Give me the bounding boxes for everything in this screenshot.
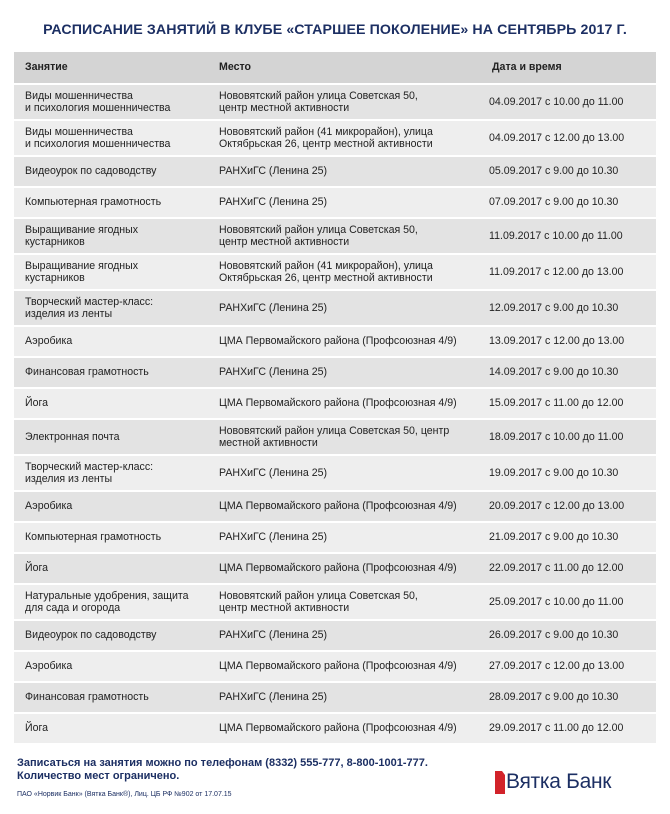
activity-cell: Финансовая грамотность <box>25 366 149 379</box>
activity-cell: Натуральные удобрения, защита для сада и огорода <box>25 589 189 614</box>
datetime-cell: 04.09.2017 с 12.00 до 13.00 <box>489 131 625 144</box>
datetime-cell: 14.09.2017 с 9.00 до 10.30 <box>489 366 619 379</box>
place-cell: Нововятский район улица Советская 50, центр местной активности <box>219 589 418 614</box>
place-cell: РАНХиГС (Ленина 25) <box>219 366 328 379</box>
table-row <box>14 554 656 585</box>
table-row <box>14 523 656 554</box>
place-cell: ЦМА Первомайского района (Профсоюзная 4/9) <box>219 722 457 735</box>
datetime-cell: 07.09.2017 с 9.00 до 10.30 <box>489 196 619 209</box>
table-row <box>14 714 656 745</box>
activity-cell: Выращивание ягодных кустарников <box>25 223 139 248</box>
datetime-cell: 22.09.2017 с 11.00 до 12.00 <box>489 562 624 575</box>
activity-cell: Виды мошенничества и психология мошенничества <box>25 125 171 150</box>
activity-cell: Творческий мастер-класс: изделия из ленты <box>25 460 154 485</box>
activity-cell: Аэробика <box>25 335 73 348</box>
table-row <box>14 456 656 492</box>
signup-note: Записаться на занятия можно по телефонам (8332) 555-777, 8-800-1001-777. Количество мест ограничено. <box>17 757 428 782</box>
place-cell: РАНХиГС (Ленина 25) <box>219 196 328 209</box>
table-row <box>14 255 656 291</box>
datetime-cell: 26.09.2017 с 9.00 до 10.30 <box>489 629 619 642</box>
place-cell: ЦМА Первомайского района (Профсоюзная 4/9) <box>219 397 457 410</box>
table-row <box>14 188 656 219</box>
table-row <box>14 291 656 327</box>
table-row <box>14 85 656 121</box>
datetime-cell: 12.09.2017 с 9.00 до 10.30 <box>489 301 619 314</box>
datetime-cell: 19.09.2017 с 9.00 до 10.30 <box>489 466 619 479</box>
activity-cell: Видеоурок по садоводству <box>25 629 157 642</box>
table-row <box>14 585 656 621</box>
datetime-cell: 11.09.2017 с 10.00 до 11.00 <box>489 229 623 242</box>
bank-logo-text: Вятка Банк <box>506 770 612 793</box>
place-cell: Нововятский район улица Советская 50, центр местной активности <box>219 89 418 114</box>
activity-cell: Йога <box>25 722 49 735</box>
bank-logo <box>495 770 611 794</box>
table-row <box>14 621 656 652</box>
activity-cell: Финансовая грамотность <box>25 691 149 704</box>
table-row <box>14 389 656 420</box>
activity-cell: Выращивание ягодных кустарников <box>25 259 139 284</box>
table-row <box>14 157 656 188</box>
activity-cell: Аэробика <box>25 660 73 673</box>
activity-cell: Компьютерная грамотность <box>25 531 162 544</box>
datetime-cell: 11.09.2017 с 12.00 до 13.00 <box>489 265 624 278</box>
datetime-cell: 28.09.2017 с 9.00 до 10.30 <box>489 691 619 704</box>
activity-cell: Йога <box>25 562 49 575</box>
activity-cell: Аэробика <box>25 500 73 513</box>
datetime-cell: 15.09.2017 с 11.00 до 12.00 <box>489 397 624 410</box>
place-cell: Нововятский район (41 микрорайон), улица Октябрьская 26, центр местной активности <box>219 125 433 150</box>
place-cell: Нововятский район (41 микрорайон), улица Октябрьская 26, центр местной активности <box>219 259 433 284</box>
datetime-cell: 25.09.2017 с 10.00 до 11.00 <box>489 595 624 608</box>
table-row <box>14 121 656 157</box>
place-cell: РАНХиГС (Ленина 25) <box>219 165 328 178</box>
activity-cell: Виды мошенничества и психология мошенничества <box>25 89 171 114</box>
header-activity: Занятие <box>25 61 68 74</box>
place-cell: ЦМА Первомайского района (Профсоюзная 4/9) <box>219 660 457 673</box>
place-cell: ЦМА Первомайского района (Профсоюзная 4/9) <box>219 500 457 513</box>
table-row <box>14 358 656 389</box>
datetime-cell: 18.09.2017 с 10.00 до 11.00 <box>489 430 624 443</box>
place-cell: РАНХиГС (Ленина 25) <box>219 531 328 544</box>
place-cell: Нововятский район улица Советская 50, центр местной активности <box>219 223 418 248</box>
place-cell: Нововятский район улица Советская 50, центр местной активности <box>219 424 450 449</box>
place-cell: РАНХиГС (Ленина 25) <box>219 691 328 704</box>
schedule-table <box>14 52 656 745</box>
header-datetime: Дата и время <box>492 61 562 74</box>
activity-cell: Йога <box>25 397 49 410</box>
table-row <box>14 683 656 714</box>
table-row <box>14 652 656 683</box>
table-row <box>14 492 656 523</box>
place-cell: ЦМА Первомайского района (Профсоюзная 4/9) <box>219 562 457 575</box>
datetime-cell: 21.09.2017 с 9.00 до 10.30 <box>489 531 619 544</box>
activity-cell: Творческий мастер-класс: изделия из ленты <box>25 295 154 320</box>
table-header <box>14 52 656 85</box>
datetime-cell: 29.09.2017 с 11.00 до 12.00 <box>489 722 624 735</box>
place-cell: РАНХиГС (Ленина 25) <box>219 301 328 314</box>
table-row <box>14 420 656 456</box>
page-title: РАСПИСАНИЕ ЗАНЯТИЙ В КЛУБЕ «СТАРШЕЕ ПОКОЛЕНИЕ» НА СЕНТЯБРЬ 2017 Г. <box>43 22 627 38</box>
legal-text: ПАО «Норвик Банк» (Вятка Банк®), Лиц. ЦБ РФ №902 от 17.07.15 <box>17 791 232 798</box>
place-cell: ЦМА Первомайского района (Профсоюзная 4/9) <box>219 335 457 348</box>
table-row <box>14 327 656 358</box>
place-cell: РАНХиГС (Ленина 25) <box>219 629 328 642</box>
datetime-cell: 13.09.2017 с 12.00 до 13.00 <box>489 335 625 348</box>
datetime-cell: 20.09.2017 с 12.00 до 13.00 <box>489 500 625 513</box>
datetime-cell: 05.09.2017 с 9.00 до 10.30 <box>489 165 619 178</box>
header-place: Место <box>219 61 251 74</box>
table-row <box>14 219 656 255</box>
activity-cell: Компьютерная грамотность <box>25 196 162 209</box>
datetime-cell: 27.09.2017 с 12.00 до 13.00 <box>489 660 625 673</box>
activity-cell: Электронная почта <box>25 430 120 443</box>
vyatka-bank-logo-icon <box>495 771 505 794</box>
activity-cell: Видеоурок по садоводству <box>25 165 157 178</box>
place-cell: РАНХиГС (Ленина 25) <box>219 466 328 479</box>
datetime-cell: 04.09.2017 с 10.00 до 11.00 <box>489 95 624 108</box>
